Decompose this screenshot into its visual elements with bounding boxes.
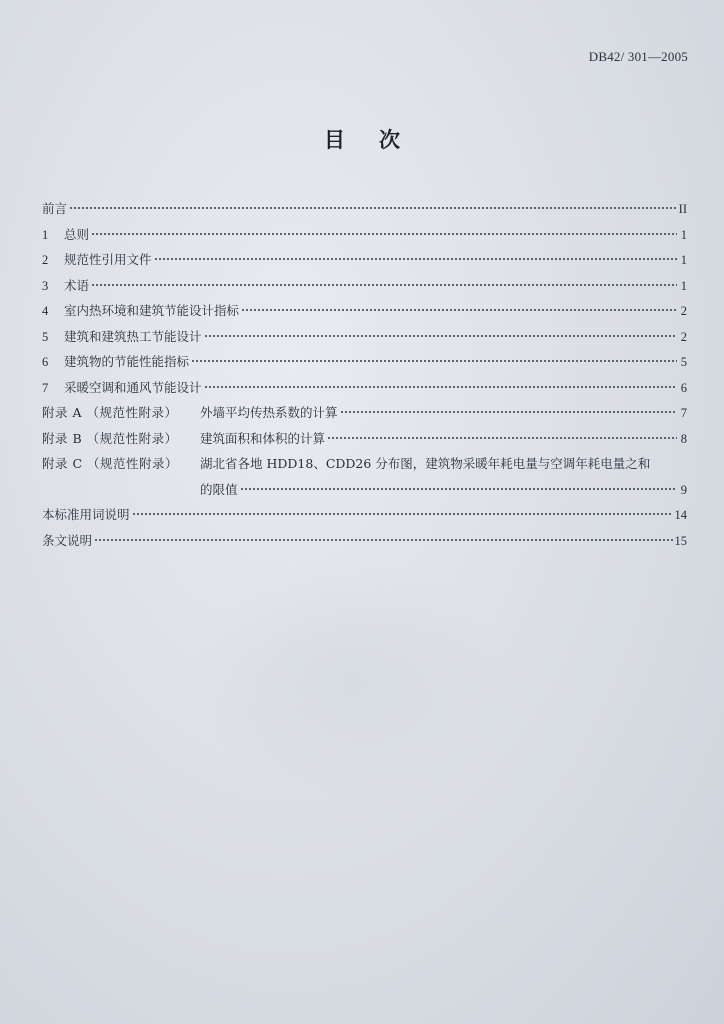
toc-entry-number: 4 [42,304,49,318]
dot-leader [94,538,672,542]
toc-entry-title: 外墙平均传热系数的计算 [200,405,338,420]
toc-entry-title: 湖北省各地 HDD18、CDD26 分布图，建筑物采暖年耗电量与空调年耗电量之和 [200,456,651,471]
toc-entry-6[interactable] [42,349,687,375]
toc-entry-preface[interactable] [42,196,687,222]
dot-leader [204,385,677,389]
toc-entry-4[interactable] [42,298,687,324]
dot-leader [69,206,677,210]
dot-leader [340,410,677,414]
appendix-label: 附录 B （规范性附录） [42,430,178,446]
dot-leader [204,334,677,338]
dot-leader [132,512,673,516]
toc-entry-page: II [678,202,687,216]
toc-entry-7[interactable] [42,375,687,401]
watermark-stain [190,560,510,800]
toc-entry-page: 6 [680,380,687,395]
toc-entry-number: 6 [42,355,49,369]
toc-entry-wording[interactable] [42,502,687,528]
toc-appendix-c-continuation[interactable] [42,477,687,503]
toc-entry-page: 2 [680,329,687,344]
toc-entry-title: 规范性引用文件 [64,252,152,267]
toc-appendix-a[interactable] [42,400,687,426]
toc-entry-title: 建筑物的节能性能指标 [64,354,190,369]
toc-entry-page: 9 [680,482,687,497]
toc-entry-page: 1 [680,278,687,293]
dot-leader [327,436,677,440]
toc-entry-title: 总则 [64,226,90,242]
toc-entry-title: 条文说明 [42,532,93,548]
toc-entry-page: 14 [674,508,687,522]
toc-entry-number: 7 [42,380,49,395]
dot-leader [240,487,677,491]
toc-entry-5[interactable] [42,324,687,350]
toc-entry-page: 2 [680,304,687,318]
page-title: 目次 [324,127,434,152]
toc-entry-page: 15 [674,533,687,548]
toc-entry-page: 5 [680,355,687,369]
toc-entry-number: 2 [42,253,49,267]
toc-entry-title: 建筑和建筑热工节能设计 [64,328,202,344]
appendix-label: 附录 A （规范性附录） [42,405,178,420]
toc-entry-1[interactable] [42,222,687,248]
toc-entry-3[interactable] [42,273,687,299]
toc-entry-2[interactable] [42,247,687,273]
toc-appendix-b[interactable] [42,426,687,452]
dot-leader [154,257,677,261]
toc-entry-number: 5 [42,329,49,344]
toc-entry-title: 术语 [64,277,90,293]
toc-entry-title: 本标准用词说明 [42,507,130,522]
dot-leader [241,308,677,312]
toc-entry-explanation[interactable] [42,528,687,554]
toc-entry-title: 前言 [42,201,68,216]
appendix-label: 附录 C （规范性附录） [42,456,179,471]
toc-entry-title: 室内热环境和建筑节能设计指标 [64,303,240,318]
toc-entry-page: 8 [680,431,687,446]
toc-entry-title-continuation: 的限值 [200,481,238,497]
table-of-contents [42,196,687,553]
toc-entry-number: 3 [42,278,49,293]
toc-entry-number: 1 [42,227,49,242]
dot-leader [191,359,677,363]
toc-entry-page: 1 [680,253,687,267]
toc-appendix-c[interactable] [42,451,687,477]
toc-entry-title: 采暖空调和通风节能设计 [64,379,202,395]
toc-entry-title: 建筑面积和体积的计算 [200,430,326,446]
toc-entry-page: 7 [680,406,687,420]
dot-leader [91,283,677,287]
toc-entry-page: 1 [680,227,687,242]
dot-leader [91,232,677,236]
document-code: DB42/ 301—2005 [588,49,688,64]
